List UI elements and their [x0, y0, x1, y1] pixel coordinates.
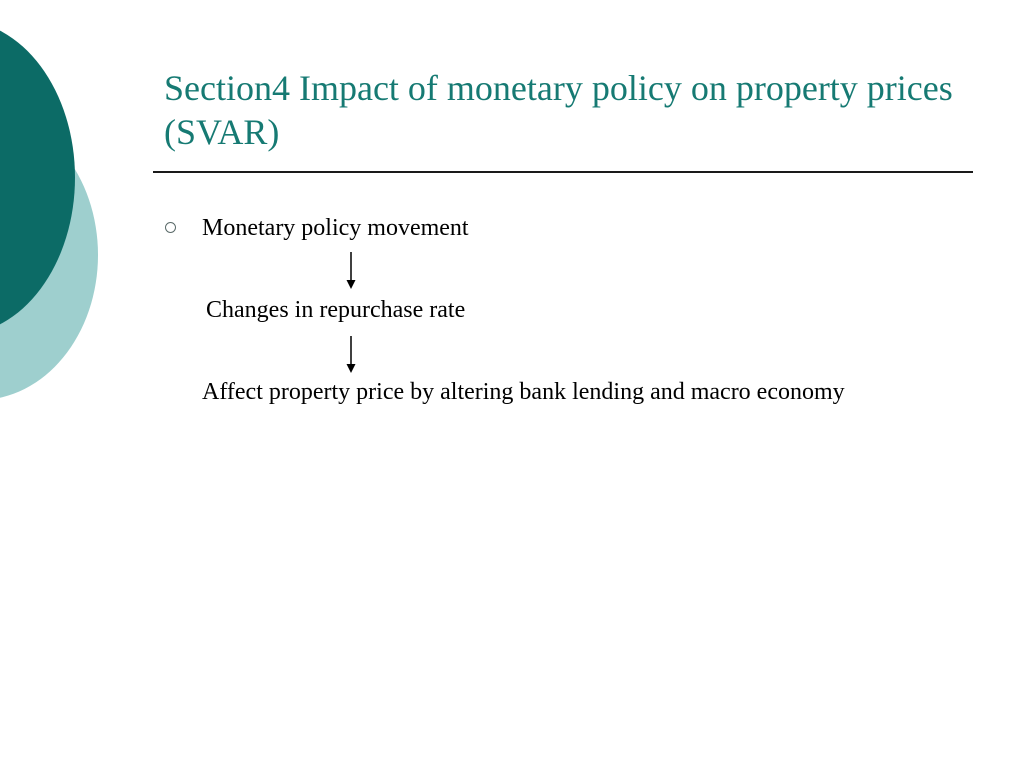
- slide-title: Section4 Impact of monetary policy on property prices (SVAR): [164, 68, 953, 152]
- hollow-circle-bullet-icon: [165, 222, 176, 233]
- down-arrow-icon: [345, 252, 357, 290]
- step-repurchase-rate: Changes in repurchase rate: [206, 297, 466, 323]
- step-monetary-policy: Monetary policy movement: [202, 215, 469, 241]
- title-divider: [153, 171, 973, 173]
- step-property-price: Affect property price by altering bank lending and macro economy: [202, 379, 845, 405]
- down-arrow-icon: [345, 336, 357, 374]
